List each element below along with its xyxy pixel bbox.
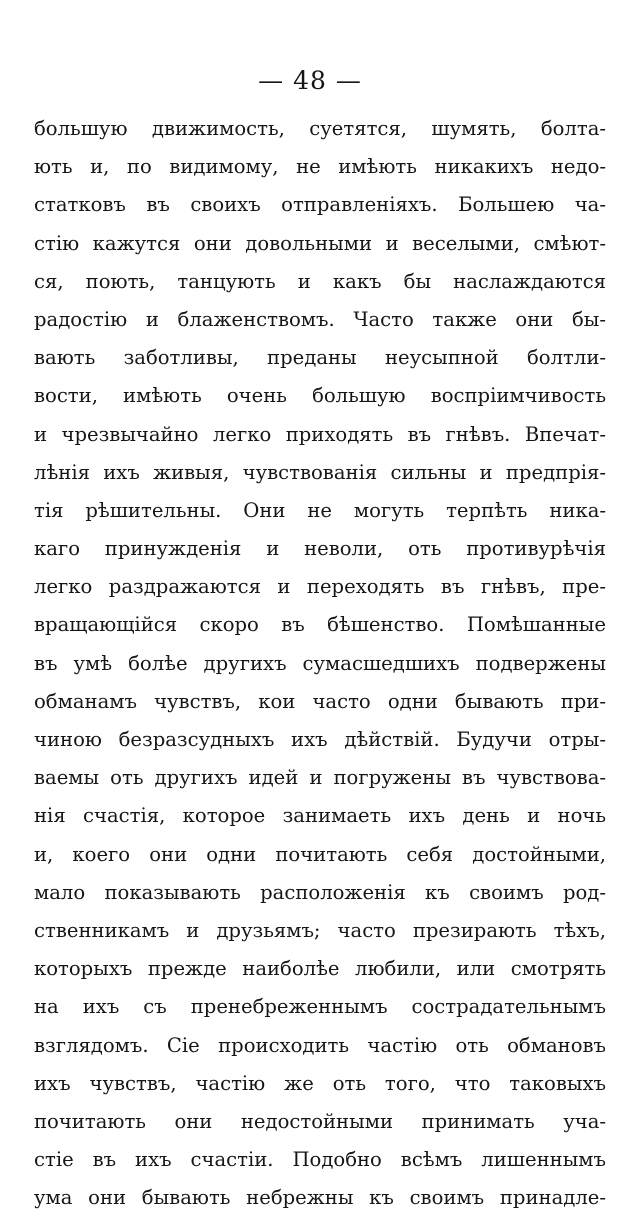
text-line: ся, поють, танцують и какъ бы наслаждаются	[34, 269, 606, 293]
text-line: стiе въ ихъ счастiи. Подобно всѣмъ лишеннымъ	[34, 1148, 606, 1172]
text-line: радостiю и блаженствомъ. Часто также они бы-	[34, 307, 606, 331]
text-line: вають заботливы, преданы неусыпной болтли-	[34, 346, 606, 370]
text-line: обманамъ чувствъ, кои часто одни бывають при-	[34, 689, 606, 713]
text-line: вращающiйся скоро въ бѣшенство. Помѣшанные	[34, 613, 606, 637]
text-line: нiя счастiя, которое занимаеть ихъ день и ночь	[34, 804, 606, 828]
text-line: стiю кажутся они довольными и веселыми, смѣют-	[34, 231, 606, 255]
page-number: — 48 —	[258, 66, 362, 95]
text-line: ваемы оть другихъ идей и погружены въ чувствова-	[34, 766, 606, 790]
text-line: ственникамъ и друзьямъ; часто презирають тѣхъ,	[34, 918, 606, 942]
text-line: статковъ въ своихъ отправленiяхъ. Большею ча-	[34, 193, 606, 217]
body-text	[34, 110, 606, 1217]
text-line: вости, имѣють очень большую воспрiимчивость	[34, 384, 606, 408]
text-line: мало показывають расположенiя къ своимъ род-	[34, 880, 606, 904]
text-line: ума они бывають небрежны къ своимъ принадле-	[34, 1186, 606, 1210]
text-line: въ умѣ болѣе другихъ сумасшедшихъ подвержены	[34, 651, 606, 675]
text-line: тiя рѣшительны. Они не могуть терпѣть ника-	[34, 498, 606, 522]
text-line: большую движимость, суетятся, шумять, болта-	[34, 117, 606, 140]
text-line: ихъ чувствъ, частiю же оть того, что таковыхъ	[34, 1071, 606, 1095]
text-line: на ихъ съ пренебреженнымъ сострадательнымъ	[34, 995, 606, 1019]
text-line: лѣнiя ихъ живыя, чувствованiя сильны и предпрiя-	[34, 460, 606, 484]
text-line: которыхъ прежде наиболѣе любили, или смотрять	[34, 957, 606, 981]
text-line: почитають они недостойными принимать уча-	[34, 1109, 606, 1133]
text-line: чиною безразсудныхъ ихъ дѣйствiй. Будучи отры-	[34, 728, 606, 751]
text-line: легко раздражаются и переходять въ гнѣвъ, пре-	[34, 575, 606, 599]
text-line: каго принужденiя и неволи, оть противурѣчiя	[34, 537, 606, 561]
text-line: ють и, по видимому, не имѣють никакихъ недо-	[34, 155, 606, 179]
text-line: и, коего они одни почитають себя достойными,	[34, 842, 606, 866]
text-line: взглядомъ. Сiе происходить частiю оть обмановъ	[34, 1033, 606, 1057]
text-line: и чрезвычайно легко приходять въ гнѣвъ. Впечат-	[34, 422, 606, 446]
